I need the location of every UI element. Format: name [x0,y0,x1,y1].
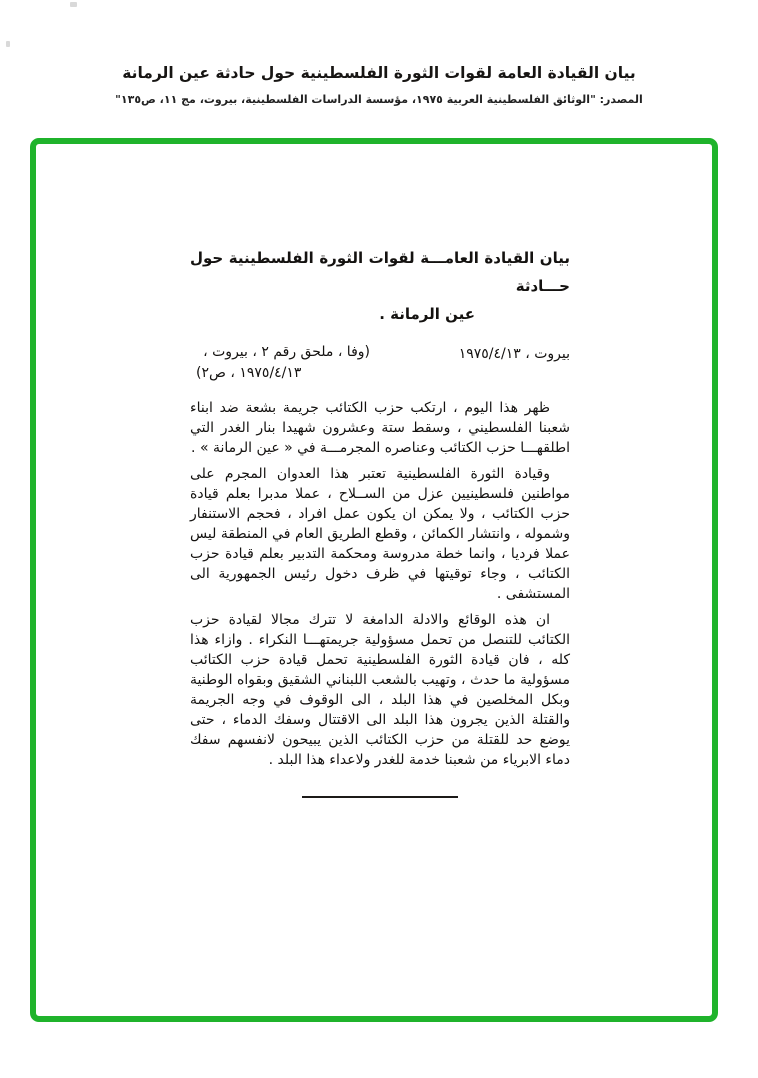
document-title [190,244,570,328]
page-title: بيان القيادة العامة لقوات الثورة الفلسطينية حول حادثة عين الرمانة [122,64,636,82]
scanned-document [190,244,570,798]
document-frame [30,138,718,1022]
source-citation: المصدر: "الوثائق الفلسطينية العربية ١٩٧٥، مؤسسة الدراسات الفلسطينية، بيروت، مج ١١، ص١٣٥" [115,93,643,106]
dateline-reference-line-2: ١٩٧٥/٤/١٣ ، ص٢) [196,365,302,381]
end-of-document-rule [302,796,458,798]
paragraph: وقيادة الثورة الفلسطينية تعتبر هذا العدوان المجرم على مواطنين فلسطينيين عزل من الســلاح ، عملا مدبرا بعلم قيادة حزب الكتائب ، ولا يمكن ان يكون عمل افراد ، فحجم الاستنفار وشموله ، وانتشار الكمائن ، وقطع الطريق العام في المنطقة ليس عملا فرديا ، وانما خطة مدروسة ومحكمة التدبير بعلم قيادة حزب الكتائب ، وجاء توقيتها في ظرف دخول رئيس الجمهورية الى المستشفى . [190,466,570,602]
dateline-reference [190,342,370,384]
dateline [190,342,570,384]
page-header [0,62,758,106]
paragraph: ظهر هذا اليوم ، ارتكب حزب الكتائب جريمة بشعة ضد ابناء شعبنا الفلسطيني ، وسقط ستة وعشرون شهيدا بنار الغدر التي اطلقهـــا حزب الكتائب وعناصره المجرمـــة في « عين الرمانة » . [190,400,570,456]
document-title-line-2: عين الرمانة . [379,305,475,323]
document-title-line-1: بيان القيادة العامـــة لقوات الثورة الفلسطينية حول حـــادثة [190,249,570,295]
document-body [190,398,570,770]
scan-artifact [6,41,10,47]
scan-artifact [70,2,77,7]
paragraph: ان هذه الوقائع والادلة الدامغة لا تترك مجالا لقيادة حزب الكتائب للتنصل من تحمل مسؤولية جريمتهـــا النكراء . وازاء هذا كله ، فان قيادة الثورة الفلسطينية تحمل قيادة حزب الكتائب مسؤولية ما حدث ، وتهيب بالشعب اللبناني الشقيق وبقواه الوطنية وبكل المخلصين في هذا البلد ، الى الوقوف في وجه الجريمة والقتلة الذين يجرون هذا البلد الى الاقتتال وسفك الدماء ، حتى يوضع حد للقتلة من حزب الكتائب الذين يبيحون لانفسهم سفك دماء الابرياء من شعبنا خدمة للغدر ولاعداء هذا البلد . [190,612,570,768]
dateline-reference-line-1: (وفا ، ملحق رقم ٢ ، بيروت ، [203,344,370,360]
dateline-city-date: بيروت ، ١٩٧٥/٤/١٣ [458,346,570,362]
